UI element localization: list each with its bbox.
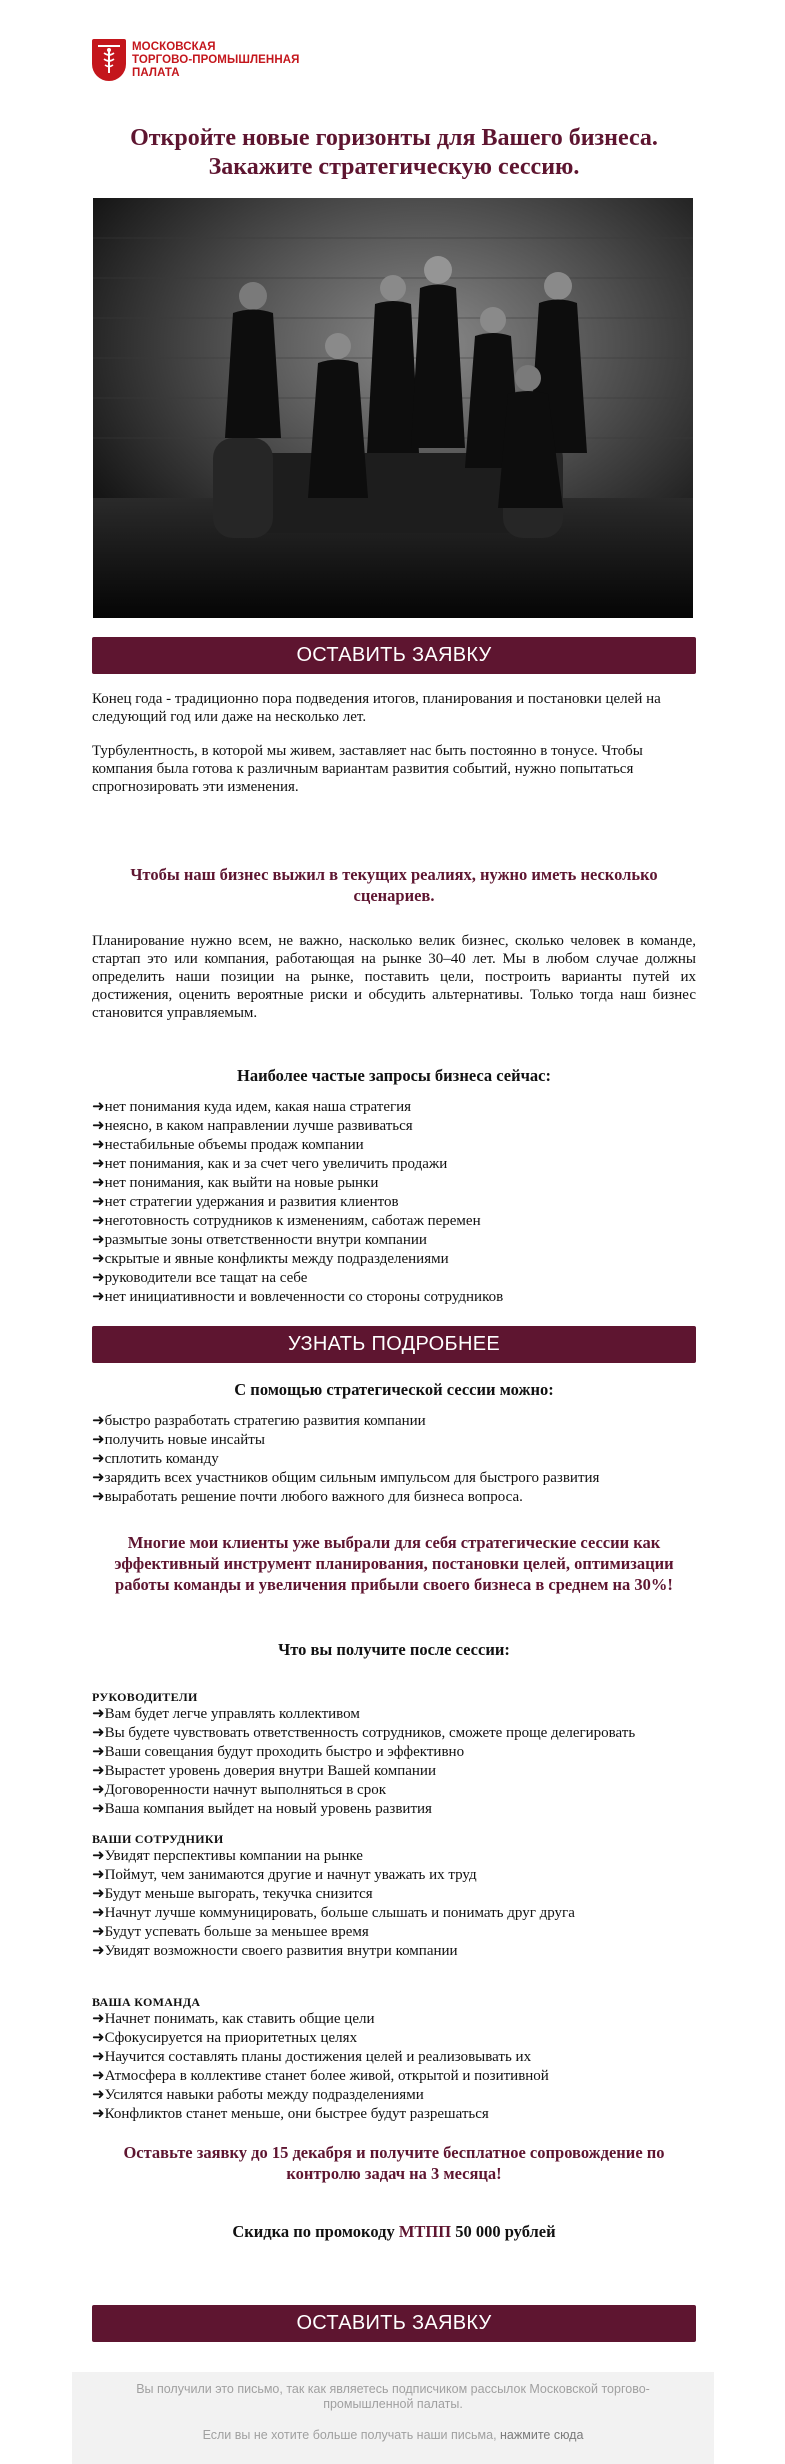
submit-request-button[interactable]: ОСТАВИТЬ ЗАЯВКУ <box>92 637 696 674</box>
employees-benefit-item: ➜Будут меньше выгорать, текучка снизится <box>92 1886 373 1902</box>
team-heading: ВАША КОМАНДА <box>92 1995 201 2009</box>
requests-list <box>92 1098 712 1307</box>
request-item: ➜нет инициативности и вовлеченности со стороны сотрудников <box>92 1289 504 1305</box>
logo-line-1: МОСКОВСКАЯ <box>132 40 216 53</box>
request-item: ➜нет стратегии удержания и развития клиентов <box>92 1194 399 1210</box>
request-item: ➜неготовность сотрудников к изменениям, саботаж перемен <box>92 1213 481 1229</box>
leaders-benefit-item: ➜Ваши совещания будут проходить быстро и эффективно <box>92 1744 465 1760</box>
promo-line <box>92 2222 696 2242</box>
leaders-benefit-item: ➜Договоренности начнут выполняться в срок <box>92 1782 386 1798</box>
request-item: ➜скрытые и явные конфликты между подразделениями <box>92 1251 449 1267</box>
employees-benefit-item: ➜Будут успевать больше за меньшее время <box>92 1924 369 1940</box>
intro-paragraph-1: Конец года - традиционно пора подведения итогов, планирования и постановки целей на следующий год или даже на несколько лет. <box>92 691 661 725</box>
headline-line-1: Откройте новые горизонты для Вашего бизнеса. <box>130 125 658 151</box>
unsubscribe-link[interactable]: нажмите сюда <box>500 2428 584 2442</box>
employees-heading: ВАШИ СОТРУДНИКИ <box>92 1832 224 1846</box>
team-benefit-item: ➜Научится составлять планы достижения целей и реализовывать их <box>92 2049 532 2065</box>
employees-benefit-item: ➜Увидят перспективы компании на рынке <box>92 1848 363 1864</box>
leaders-benefit-item: ➜Вам будет легче управлять коллективом <box>92 1706 360 1722</box>
team-benefit-item: ➜Атмосфера в коллективе станет более живой, открытой и позитивной <box>92 2068 549 2084</box>
session-list <box>92 1412 712 1507</box>
unsubscribe-prefix: Если вы не хотите больше получать наши письма, <box>202 2428 501 2442</box>
planning-paragraph: Планирование нужно всем, не важно, насколько велик бизнес, сколько человек в команде, стартап это или компания, работающая на рынке 30–40 лет. Мы в любом случае должны определить наши позиции на рынке, поставить цели, построить варианты путей их достижения, оценить вероятные риски и обсудить альтернативы. Только тогда наш бизнес становится управляемым. <box>92 933 696 1021</box>
team-benefit-item: ➜Усилятся навыки работы между подразделениями <box>92 2087 424 2103</box>
request-item: ➜нестабильные объемы продаж компании <box>92 1137 364 1153</box>
email-footer <box>72 2372 714 2464</box>
leaders-heading: РУКОВОДИТЕЛИ <box>92 1690 198 1704</box>
logo-line-2: ТОРГОВО-ПРОМЫШЛЕННАЯ <box>132 53 300 66</box>
request-item: ➜руководители все тащат на себе <box>92 1270 308 1286</box>
team-benefit-item: ➜Начнет понимать, как ставить общие цели <box>92 2011 375 2027</box>
leaders-benefit-item: ➜Вы будете чувствовать ответственность сотрудников, сможете проще делегировать <box>92 1725 636 1741</box>
request-item: ➜неясно, в каком направлении лучше развиваться <box>92 1118 413 1134</box>
session-benefit-item: ➜быстро разработать стратегию развития компании <box>92 1413 426 1429</box>
requests-title: Наиболее частые запросы бизнеса сейчас: <box>237 1066 551 1085</box>
leaders-benefit-item: ➜Ваша компания выйдет на новый уровень развития <box>92 1801 432 1817</box>
submit-request-button-bottom[interactable]: ОСТАВИТЬ ЗАЯВКУ <box>92 2305 696 2342</box>
leaders-list <box>92 1705 712 1819</box>
subscription-notice: Вы получили это письмо, так как являетесь подписчиком рассылок Московской торгово-промышленной палаты. <box>136 2382 650 2411</box>
team-benefit-item: ➜Конфликтов станет меньше, они быстрее будут разрешаться <box>92 2106 489 2122</box>
request-item: ➜размытые зоны ответственности внутри компании <box>92 1232 427 1248</box>
employees-benefit-item: ➜Увидят возможности своего развития внутри компании <box>92 1943 458 1959</box>
logo-line-3: ПАЛАТА <box>132 66 180 79</box>
leaders-benefit-item: ➜Вырастет уровень доверия внутри Вашей компании <box>92 1763 436 1779</box>
team-photo-illustration <box>93 198 693 618</box>
request-item: ➜нет понимания, как выйти на новые рынки <box>92 1175 379 1191</box>
session-title: С помощью стратегической сессии можно: <box>234 1380 554 1399</box>
session-benefit-item: ➜получить новые инсайты <box>92 1432 265 1448</box>
employees-benefit-item: ➜Поймут, чем занимаются другие и начнут уважать их труд <box>92 1867 477 1883</box>
accent-clients: Многие мои клиенты уже выбрали для себя стратегические сессии как эффективный инструмент планирования, постановки целей, оптимизации работы команды и увеличения прибыли своего бизнеса в среднем на 30%! <box>114 1533 674 1594</box>
session-benefit-item: ➜выработать решение почти любого важного для бизнеса вопроса. <box>92 1489 523 1505</box>
page-headline <box>92 124 696 182</box>
accent-scenarios: Чтобы наш бизнес выжил в текущих реалиях, нужно иметь несколько сценариев. <box>130 865 658 905</box>
learn-more-button[interactable]: УЗНАТЬ ПОДРОБНЕЕ <box>92 1326 696 1363</box>
mtpp-emblem-icon <box>92 39 126 81</box>
promo-after: 50 000 рублей <box>451 2222 556 2241</box>
employees-list <box>92 1847 712 1961</box>
results-title: Что вы получите после сессии: <box>278 1640 510 1659</box>
request-item: ➜нет понимания куда идем, какая наша стратегия <box>92 1099 412 1115</box>
team-benefit-item: ➜Сфокусируется на приоритетных целях <box>92 2030 358 2046</box>
promo-code: МТПП <box>398 2222 452 2241</box>
mtpp-logo[interactable] <box>92 38 300 82</box>
intro-paragraph-2: Турбулентность, в которой мы живем, заставляет нас быть постоянно в тонусе. Чтобы компания была готова к различным вариантам развития событий, нужно попытаться спрогнозировать эти изменения. <box>92 743 643 795</box>
hero-team-photo <box>93 198 693 618</box>
request-item: ➜нет понимания, как и за счет чего увеличить продажи <box>92 1156 448 1172</box>
session-benefit-item: ➜зарядить всех участников общим сильным импульсом для быстрого развития <box>92 1470 600 1486</box>
promo-before: Скидка по промокоду <box>232 2222 399 2241</box>
headline-line-2: Закажите стратегическую сессию. <box>208 154 580 180</box>
unsubscribe-line <box>112 2428 674 2443</box>
team-list <box>92 2010 712 2124</box>
logo-text <box>132 41 300 80</box>
session-benefit-item: ➜сплотить команду <box>92 1451 219 1467</box>
offer-text: Оставьте заявку до 15 декабря и получите бесплатное сопровождение по контролю задач на 3 месяца! <box>123 2143 665 2183</box>
employees-benefit-item: ➜Начнут лучше коммуницировать, больше слышать и понимать друг друга <box>92 1905 575 1921</box>
